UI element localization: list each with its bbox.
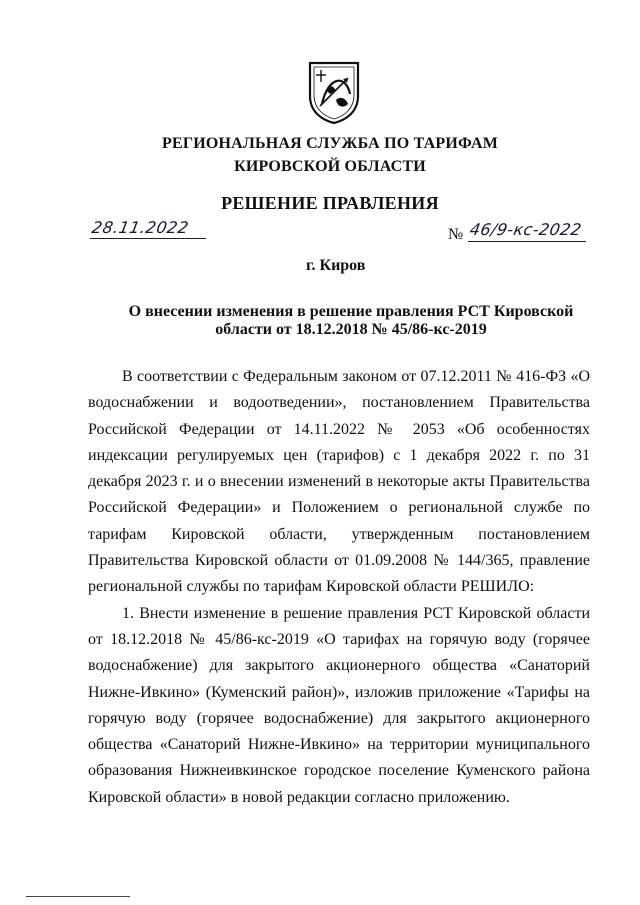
- decision-subject: [124, 303, 578, 339]
- org-name-line-2: КИРОВСКОЙ ОБЛАСТИ: [234, 158, 426, 175]
- document-title: РЕШЕНИЕ ПРАВЛЕНИЯ: [221, 193, 439, 213]
- number-label: №: [448, 226, 464, 243]
- resolution-item-1: 1. Внести изменение в решение правления РСТ Кировской области от 18.12.2018 № 45/86-кс-2019 «О тарифах на горячую воду (горячее водоснабжение) для закрытого акционерного общества «Санаторий Нижне-Ивкино» (Куменский район)», изложив приложение «Тарифы на горячую воду (горячее водоснабжение) для закрытого акционерного общества «Санаторий Нижне-Ивкино» на территории муниципального образования Нижнеивкинское городское поселение Куменского района Кировской области» в новой редакции согласно приложению.: [88, 604, 590, 806]
- decision-date: 28.11.2022: [90, 218, 191, 237]
- document-body: [88, 364, 590, 811]
- date-underline: [90, 238, 206, 239]
- org-name-line-1: РЕГИОНАЛЬНАЯ СЛУЖБА ПО ТАРИФАМ: [161, 135, 499, 152]
- decision-number: 46/9-кс-2022: [468, 220, 584, 239]
- footer-divider: [26, 896, 130, 897]
- preamble-paragraph: В соответствии с Федеральным законом от 07.12.2011 № 416-ФЗ «О водоснабжении и водоотведении», постановлением Правительства Российской Федерации от 14.11.2022 № 2053 «Об особенностях индексации регулируемых цен (тарифов) с 1 декабря 2022 г. по 31 декабря 2023 г. и о внесении изменений в некоторые акты Правительства Российской Федерации» и Положением о региональной службе по тарифам Кировской области, утвержденным постановлением Правительства Кировской области от 01.09.2008 № 144/365, правление региональной службы по тарифам Кировской области РЕШИЛО:: [88, 368, 590, 596]
- subject-line-1: О внесении изменения в решение правления РСТ Кировской: [128, 303, 574, 320]
- coat-of-arms-icon: [306, 60, 362, 124]
- number-underline: [468, 241, 586, 242]
- city: г. Киров: [306, 257, 366, 274]
- subject-line-2: области от 18.12.2018 № 45/86-кс-2019: [215, 321, 487, 338]
